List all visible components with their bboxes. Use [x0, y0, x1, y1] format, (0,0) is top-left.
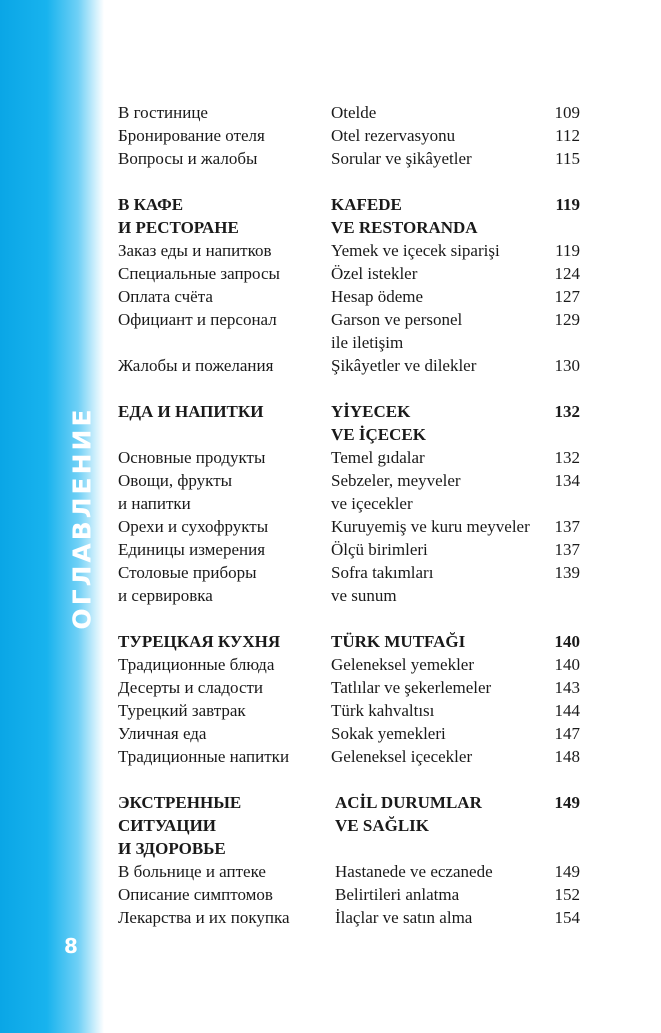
- ru-title: В больнице и аптеке: [118, 862, 266, 881]
- tr-title: VE İÇECEK: [331, 425, 426, 444]
- toc-section-heading-cont: [118, 216, 580, 239]
- tr-title: Sofra takımları: [331, 563, 434, 582]
- page-ref: 149: [554, 793, 580, 812]
- tr-title: Şikâyetler ve dilekler: [331, 356, 477, 375]
- tr-title: Geleneksel içecekler: [331, 747, 473, 766]
- page-ref: 149: [554, 862, 580, 881]
- ru-title: Бронирование отеля: [118, 126, 265, 145]
- tr-title: Tatlılar ve şekerlemeler: [331, 678, 492, 697]
- toc-section-heading-cont: [118, 837, 580, 860]
- ru-title: В КАФЕ: [118, 195, 184, 214]
- tr-title: Otel rezervasyonu: [331, 126, 456, 145]
- page-ref: 112: [555, 126, 580, 145]
- toc-section-heading: [118, 791, 580, 814]
- toc-entry: [118, 124, 580, 147]
- tr-title: Otelde: [331, 103, 377, 122]
- section-title-vertical: ОГЛАВЛЕНИЕ: [67, 406, 97, 630]
- toc-entry: [118, 699, 580, 722]
- page-ref: 144: [554, 701, 580, 720]
- tr-title: TÜRK MUTFAĞI: [331, 632, 466, 651]
- tr-title: Ölçü birimleri: [331, 540, 428, 559]
- ru-title: Лекарства и их покупка: [118, 908, 290, 927]
- page-number: 8: [64, 934, 78, 958]
- page-ref: 127: [554, 287, 580, 306]
- tr-title: Hesap ödeme: [331, 287, 424, 306]
- ru-title: Специальные запросы: [118, 264, 280, 283]
- page-ref: 129: [554, 310, 580, 329]
- sidebar: [0, 0, 104, 1033]
- tr-title: Kuruyemiş ve kuru meyveler: [331, 517, 530, 536]
- tr-title: Özel istekler: [331, 264, 418, 283]
- ru-title: Десерты и сладости: [118, 678, 264, 697]
- ru-title: ЭКСТРЕННЫЕ: [118, 793, 242, 812]
- tr-title: İlaçlar ve satın alma: [335, 908, 473, 927]
- page-ref: 140: [554, 632, 580, 651]
- toc-entry: [118, 906, 580, 929]
- toc-entry: [118, 676, 580, 699]
- page-ref: 119: [555, 195, 580, 214]
- toc-section-heading: [118, 400, 580, 423]
- toc-entry: [118, 239, 580, 262]
- tr-title: Belirtileri anlatma: [335, 885, 460, 904]
- page-ref: 137: [554, 517, 580, 536]
- tr-title: Sebzeler, meyveler: [331, 471, 461, 490]
- ru-title: Овощи, фрукты: [118, 471, 233, 490]
- page-ref: 143: [554, 678, 580, 697]
- page-ref: 132: [554, 402, 580, 421]
- page-ref: 119: [555, 241, 580, 260]
- toc-entry: [118, 285, 580, 308]
- page-ref: 147: [554, 724, 580, 743]
- ru-title: В гостинице: [118, 103, 208, 122]
- tr-title: ve içecekler: [331, 494, 413, 513]
- tr-title: Garson ve personel: [331, 310, 463, 329]
- ru-title: Единицы измерения: [118, 540, 266, 559]
- page-ref: 134: [554, 471, 580, 490]
- ru-title: Описание симптомов: [118, 885, 273, 904]
- ru-title: ЕДА И НАПИТКИ: [118, 402, 264, 421]
- page-ref: 152: [554, 885, 580, 904]
- tr-title: Temel gıdalar: [331, 448, 425, 467]
- ru-title: Орехи и сухофрукты: [118, 517, 269, 536]
- ru-title: Уличная еда: [118, 724, 207, 743]
- ru-title: Традиционные блюда: [118, 655, 275, 674]
- toc-entry: [118, 354, 580, 377]
- toc-entry: [118, 538, 580, 561]
- tr-title: VE SAĞLIK: [335, 816, 429, 835]
- toc-entry: [118, 653, 580, 676]
- toc-entry: [118, 860, 580, 883]
- page-ref: 132: [554, 448, 580, 467]
- toc-entry: [118, 446, 580, 469]
- ru-title: Столовые приборы: [118, 563, 257, 582]
- toc-entry: [118, 308, 580, 331]
- toc-entry: [118, 561, 580, 584]
- toc-section-heading-cont: [118, 814, 580, 837]
- table-of-contents: [118, 101, 580, 929]
- tr-title: Geleneksel yemekler: [331, 655, 475, 674]
- tr-title: Türk kahvaltısı: [331, 701, 435, 720]
- page-ref: 148: [554, 747, 580, 766]
- page-ref: 154: [554, 908, 580, 927]
- toc-section-heading-cont: [118, 423, 580, 446]
- page-ref: 137: [554, 540, 580, 559]
- ru-title: И РЕСТОРАНЕ: [118, 218, 239, 237]
- ru-title: И ЗДОРОВЬЕ: [118, 839, 226, 858]
- tr-title: Hastanede ve eczanede: [335, 862, 493, 881]
- toc-entry: [118, 147, 580, 170]
- page-ref: 124: [554, 264, 580, 283]
- ru-title: Вопросы и жалобы: [118, 149, 258, 168]
- page-ref: 140: [554, 655, 580, 674]
- tr-title: KAFEDE: [331, 195, 402, 214]
- ru-title: ТУРЕЦКАЯ КУХНЯ: [118, 632, 281, 651]
- toc-entry-cont: [118, 492, 580, 515]
- toc-section-heading: [118, 193, 580, 216]
- ru-title: и напитки: [118, 494, 191, 513]
- toc-entry: [118, 469, 580, 492]
- tr-title: Yemek ve içecek siparişi: [331, 241, 500, 260]
- ru-title: СИТУАЦИИ: [118, 816, 217, 835]
- toc-entry: [118, 745, 580, 768]
- page-ref: 109: [554, 103, 580, 122]
- ru-title: Традиционные напитки: [118, 747, 290, 766]
- page-ref: 115: [555, 149, 580, 168]
- ru-title: Турецкий завтрак: [118, 701, 246, 720]
- toc-entry: [118, 262, 580, 285]
- page-ref: 139: [554, 563, 580, 582]
- tr-title: ACİL DURUMLAR: [335, 793, 482, 812]
- toc-entry-cont: [118, 584, 580, 607]
- toc-entry: [118, 883, 580, 906]
- ru-title: Основные продукты: [118, 448, 266, 467]
- tr-title: YİYECEK: [331, 402, 411, 421]
- toc-section-heading: [118, 630, 580, 653]
- toc-entry: [118, 101, 580, 124]
- tr-title: Sorular ve şikâyetler: [331, 149, 472, 168]
- tr-title: Sokak yemekleri: [331, 724, 446, 743]
- ru-title: Официант и персонал: [118, 310, 277, 329]
- ru-title: Оплата счёта: [118, 287, 213, 306]
- toc-entry: [118, 515, 580, 538]
- ru-title: и сервировка: [118, 586, 213, 605]
- page-ref: 130: [554, 356, 580, 375]
- tr-title: VE RESTORANDA: [331, 218, 478, 237]
- tr-title: ve sunum: [331, 586, 397, 605]
- toc-entry: [118, 722, 580, 745]
- ru-title: Жалобы и пожелания: [118, 356, 274, 375]
- toc-entry-cont: [118, 331, 580, 354]
- tr-title: ile iletişim: [331, 333, 404, 352]
- ru-title: Заказ еды и напитков: [118, 241, 272, 260]
